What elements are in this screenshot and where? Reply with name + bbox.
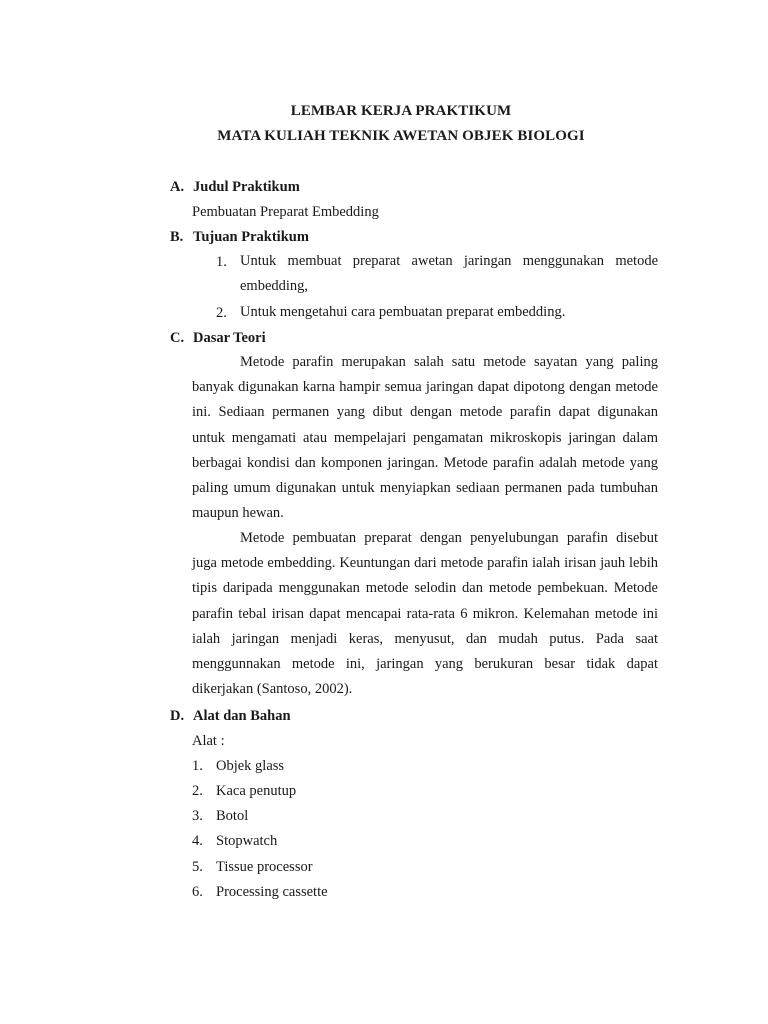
tool-number: 1. [192,758,203,774]
theory-paragraph-1: Metode parafin merupakan salah satu metode sayatan yang paling banyak digunakan karna hampir semua jaringan dapat dipotong dengan metode ini. Sediaan permanen yang dibut dengan metode parafin dapat digunakan untuk mengamati atau mempelajari pengamatan mikroskopis jaringan dalam berbagai kondisi dan komponen jaringan. Metode parafin adalah metode yang paling umum digunakan untuk menyiapkan sediaan permanen pada tumbuhan maupun hewan. [192,354,658,522]
section-a-content: Pembuatan Preparat Embedding [192,204,379,220]
section-d-letter: D. [170,708,185,724]
tool-number: 5. [192,859,203,875]
section-d-title: Alat dan Bahan [193,708,291,724]
objective-number: 1. [216,254,227,270]
document-title-line1: LEMBAR KERJA PRAKTIKUM [290,103,512,119]
section-b-letter: B. [170,229,184,245]
objective-number: 2. [216,305,227,321]
tool-item: Stopwatch [216,833,278,849]
tool-item: Objek glass [216,758,285,774]
objective-item: Untuk mengetahui cara pembuatan preparat embedding. [240,304,566,320]
section-c-title: Dasar Teori [193,330,266,346]
section-a-letter: A. [170,179,185,195]
tool-item: Tissue processor [216,859,313,875]
tool-item: Botol [216,808,249,824]
document-title-line2: MATA KULIAH TEKNIK AWETAN OBJEK BIOLOGI [217,128,585,144]
objective-item: Untuk membuat preparat awetan jaringan menggunakan metode embedding, [240,253,658,295]
tool-number: 2. [192,783,203,799]
section-c-letter: C. [170,330,185,346]
tool-item: Processing cassette [216,884,328,900]
tool-number: 4. [192,833,203,849]
tool-number: 6. [192,884,203,900]
tools-subheading: Alat : [192,733,225,749]
section-b-title: Tujuan Praktikum [193,229,309,245]
section-a-title: Judul Praktikum [193,179,300,195]
tool-item: Kaca penutup [216,783,297,799]
theory-paragraph-2: Metode pembuatan preparat dengan penyelubungan parafin disebut juga metode embedding. Keuntungan dari metode parafin ialah irisan jauh lebih tipis daripada menggunakan metode selodin dan metode pembekuan. Metode parafin tebal irisan dapat mencapai rata-rata 6 mikron. Kelemahan metode ini ialah jaringan menjadi keras, menyusut, dan mudah putus. Pada saat menggunnakan metode ini, jaringan yang berukuran besar tidak dapat dikerjakan (Santoso, 2002). [192,530,658,698]
tool-number: 3. [192,808,203,824]
